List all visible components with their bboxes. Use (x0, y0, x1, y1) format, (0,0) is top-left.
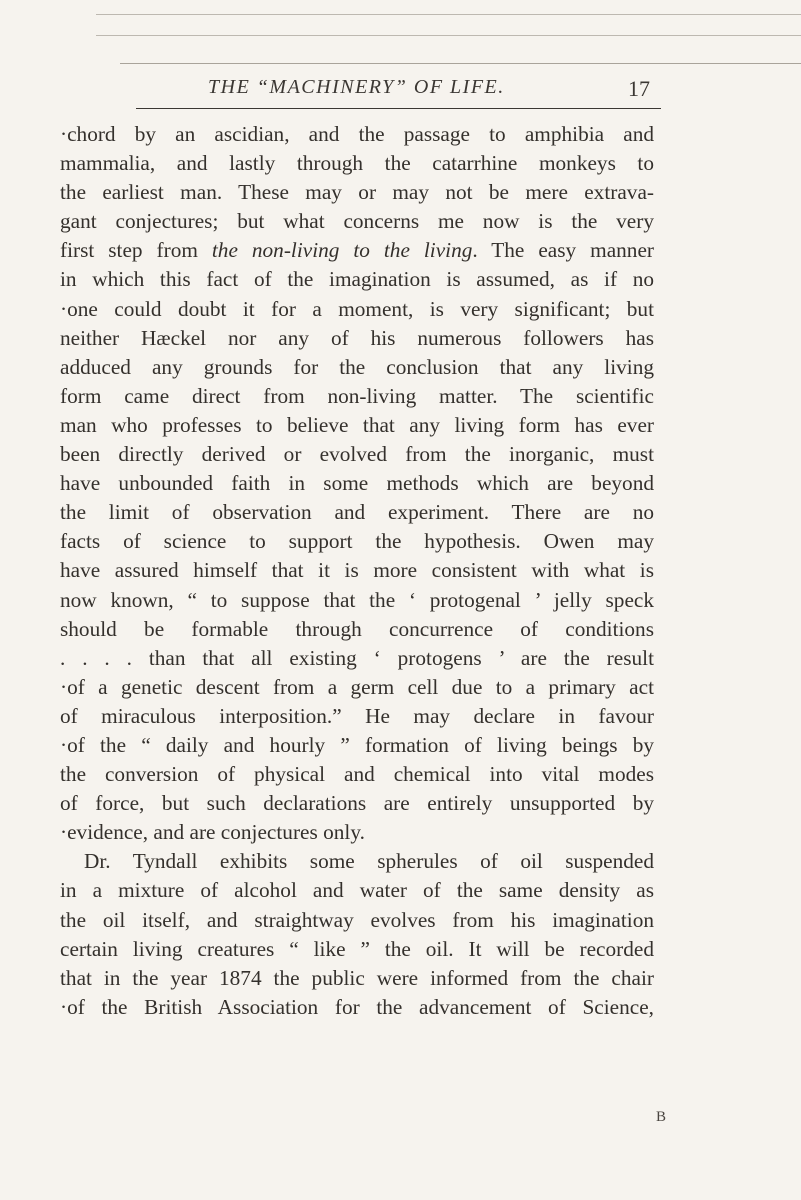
text-line: have assured himself that it is more consistent with what is (60, 558, 654, 583)
text-line: been directly derived or evolved from the inorganic, must (60, 442, 654, 467)
scan-edge-line (96, 14, 801, 15)
page-header (0, 72, 801, 108)
text-line: ·of the British Association for the advancement of Science, (60, 994, 654, 1019)
text-line: in a mixture of alcohol and water of the same density as (60, 878, 654, 903)
text-line: that in the year 1874 the public were informed from the chair (60, 965, 654, 990)
scan-edge-line (96, 35, 801, 36)
text-line: man who professes to believe that any living form has ever (60, 412, 654, 437)
page-number: 17 (628, 76, 650, 101)
text-line: certain living creatures “ like ” the oil. It will be recorded (60, 936, 654, 961)
text-line: ·evidence, and are conjectures only. (60, 820, 365, 845)
text-line: now known, “ to suppose that the ‘ protogenal ’ jelly speck (60, 587, 654, 612)
header-rule (136, 108, 661, 109)
text-line: mammalia, and lastly through the catarrhine monkeys to (60, 151, 654, 176)
text-line: adduced any grounds for the conclusion that any living (60, 354, 654, 379)
text-line: of miraculous interposition.” He may declare in favour (60, 703, 654, 728)
text-line: the limit of observation and experiment. There are no (60, 500, 654, 525)
text-line: gant conjectures; but what concerns me now is the very (60, 209, 654, 234)
text-line: ·chord by an ascidian, and the passage to amphibia and (60, 122, 654, 146)
text-line: the earliest man. These may or may not be mere extrava- (60, 180, 654, 205)
text-line: ·of the “ daily and hourly ” formation of living beings by (60, 732, 654, 757)
scan-edge-line (120, 63, 801, 64)
text-line: the conversion of physical and chemical into vital modes (60, 762, 654, 787)
paragraph-start-line: Dr. Tyndall exhibits some spherules of oil suspended (84, 849, 654, 874)
text-line: first step from the non-living to the living. The easy manner (60, 238, 655, 263)
text-line: . . . . than that all existing ‘ protogens ’ are the result (60, 645, 654, 670)
text-line: of force, but such declarations are entirely unsupported by (60, 791, 654, 816)
text-line: ·of a genetic descent from a germ cell due to a primary act (60, 674, 654, 699)
italic-phrase: the non-living to the living (211, 238, 473, 263)
text-line: facts of science to support the hypothesis. Owen may (60, 529, 654, 554)
text-line: should be formable through concurrence of conditions (60, 616, 654, 641)
text-line: the oil itself, and straightway evolves from his imagination (60, 907, 654, 932)
text-line: have unbounded faith in some methods which are beyond (60, 471, 654, 496)
running-head: THE “MACHINERY” OF LIFE. (208, 76, 505, 98)
text-line: neither Hæckel nor any of his numerous followers has (60, 325, 654, 350)
text-line: form came direct from non-living matter. The scientific (60, 383, 654, 408)
text-line: ·one could doubt it for a moment, is very significant; but (60, 296, 654, 321)
signature-mark: B (656, 1109, 667, 1125)
body-text (60, 120, 654, 1022)
text-line: in which this fact of the imagination is assumed, as if no (60, 267, 654, 292)
